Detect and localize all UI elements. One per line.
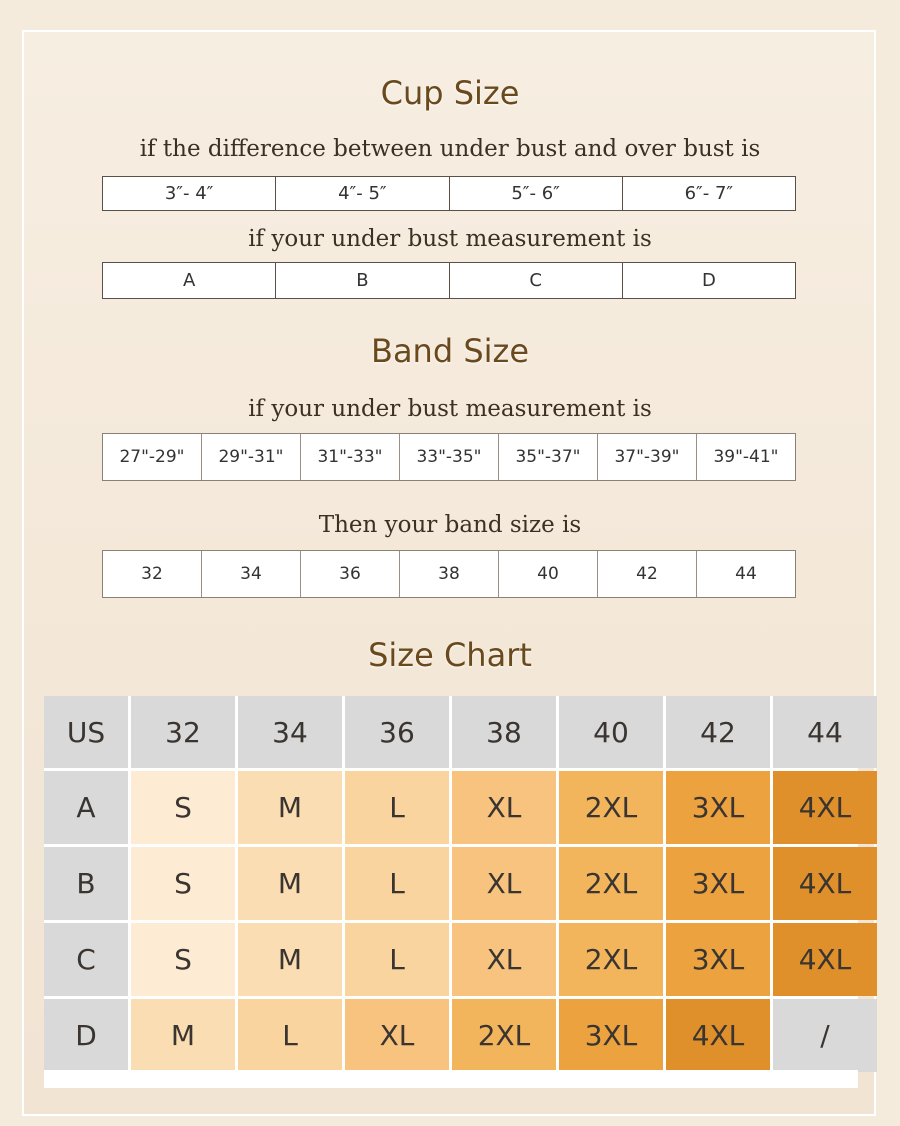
range-cell: 35"-37"	[499, 434, 598, 480]
size-cell: 2XL	[452, 999, 556, 1072]
header-cell-band: 38	[452, 696, 556, 768]
difference-cell: 6″- 7″	[684, 183, 734, 204]
cup-size-title: Cup Size	[380, 74, 520, 112]
difference-cell: 3″- 4″	[103, 177, 276, 210]
size-cell: 3XL	[666, 923, 770, 996]
band-underbust-caption: if your under bust measurement is	[248, 396, 652, 422]
size-cell: L	[345, 847, 449, 920]
size-cell: 3XL	[666, 771, 770, 844]
range-cell: 39"-41"	[713, 447, 779, 467]
size-cell: L	[345, 923, 449, 996]
cup-difference-row	[102, 176, 796, 211]
size-cell: XL	[452, 847, 556, 920]
header-cell-band: 36	[345, 696, 449, 768]
row-cup-label: A	[44, 771, 128, 844]
cup-cell: B	[276, 263, 449, 298]
row-cup-label: B	[44, 847, 128, 920]
size-chart-table	[44, 696, 858, 1072]
size-cell: XL	[452, 923, 556, 996]
range-cell: 37"-39"	[598, 434, 697, 480]
range-cell: 33"-35"	[400, 434, 499, 480]
size-cell: 3XL	[666, 847, 770, 920]
header-cell-band: 42	[666, 696, 770, 768]
band-cell: 40	[499, 551, 598, 597]
band-cell: 42	[598, 551, 697, 597]
band-range-row	[102, 433, 796, 481]
size-cell: M	[131, 999, 235, 1072]
size-cell: 4XL	[773, 771, 877, 844]
row-cup-label: C	[44, 923, 128, 996]
size-cell: M	[238, 923, 342, 996]
size-cell: XL	[345, 999, 449, 1072]
difference-cell: 4″- 5″	[276, 177, 449, 210]
band-cell: 32	[103, 551, 202, 597]
header-cell-us: US	[44, 696, 128, 768]
range-cell: 29"-31"	[202, 434, 301, 480]
size-cell: L	[345, 771, 449, 844]
band-cell: 34	[202, 551, 301, 597]
header-cell-band: 32	[131, 696, 235, 768]
size-cell: 2XL	[559, 847, 663, 920]
header-cell-band: 40	[559, 696, 663, 768]
cup-cell: D	[701, 270, 716, 291]
size-chart-title: Size Chart	[368, 636, 532, 674]
size-cell: 2XL	[559, 771, 663, 844]
size-cell: S	[131, 923, 235, 996]
band-cell: 44	[735, 564, 757, 584]
size-cell: 3XL	[559, 999, 663, 1072]
row-cup-label: D	[44, 999, 128, 1072]
size-cell: 4XL	[666, 999, 770, 1072]
table-bottom-strip	[44, 1070, 858, 1088]
band-result-caption: Then your band size is	[318, 512, 582, 538]
band-cell: 36	[301, 551, 400, 597]
cup-cell: C	[450, 263, 623, 298]
size-cell: /	[773, 999, 877, 1072]
cup-cell: A	[103, 263, 276, 298]
range-cell: 31"-33"	[301, 434, 400, 480]
size-cell: 2XL	[559, 923, 663, 996]
size-cell: M	[238, 847, 342, 920]
difference-cell: 5″- 6″	[450, 177, 623, 210]
band-number-row	[102, 550, 796, 598]
size-cell: S	[131, 847, 235, 920]
size-cell: 4XL	[773, 847, 877, 920]
range-cell: 27"-29"	[103, 434, 202, 480]
header-cell-band: 44	[773, 696, 877, 768]
size-cell: M	[238, 771, 342, 844]
cup-letter-row	[102, 262, 796, 299]
cup-underbust-caption: if your under bust measurement is	[248, 226, 652, 252]
band-size-title: Band Size	[370, 332, 529, 370]
size-cell: XL	[452, 771, 556, 844]
header-cell-band: 34	[238, 696, 342, 768]
cup-difference-caption: if the difference between under bust and over bust is	[139, 136, 761, 162]
size-cell: L	[238, 999, 342, 1072]
size-cell: 4XL	[773, 923, 877, 996]
band-cell: 38	[400, 551, 499, 597]
size-cell: S	[131, 771, 235, 844]
